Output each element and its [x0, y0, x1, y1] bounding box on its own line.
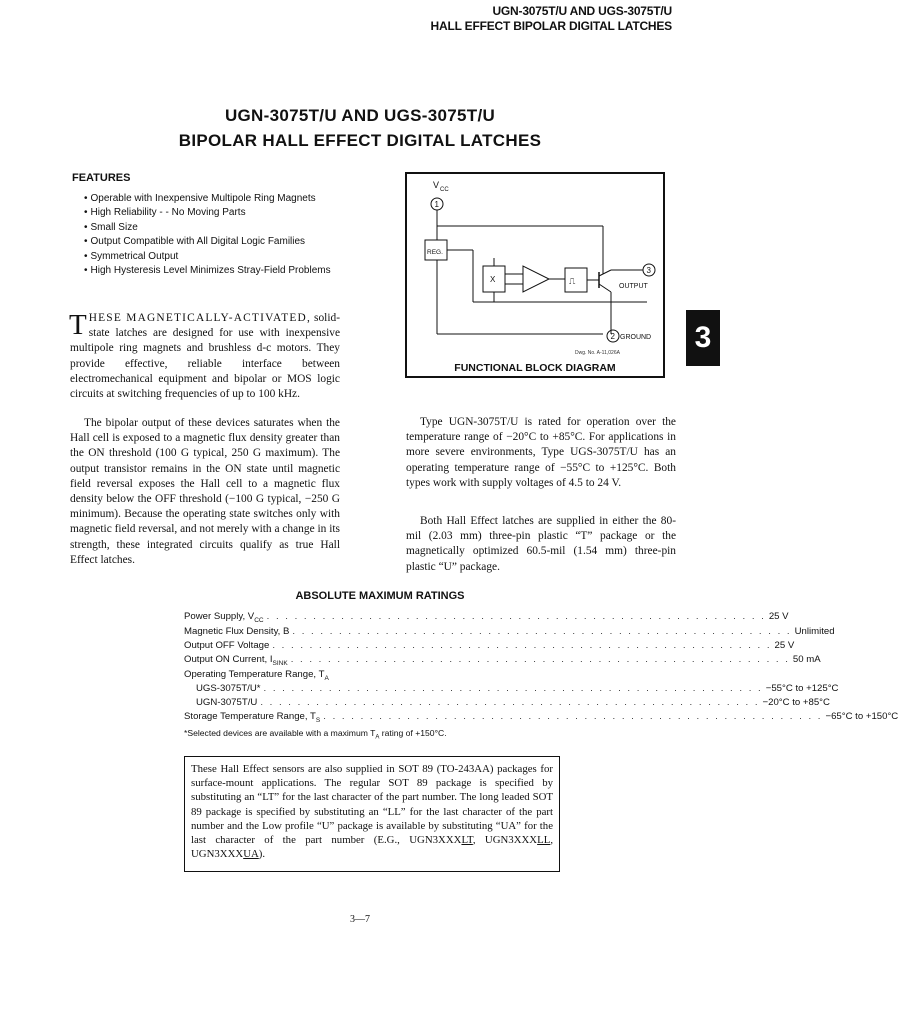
amplifier [523, 266, 549, 292]
drawing-number: Dwg. No. A-11,026A [575, 350, 620, 356]
pin3-number: 3 [646, 266, 651, 275]
header-line2: HALL EFFECT BIPOLAR DIGITAL LATCHES [430, 19, 672, 33]
rating-label: Magnetic Flux Density, B [184, 626, 290, 637]
rating-row: Power Supply, $V_{CC}$ . . . . . . . . . . . . . . . . . . . . . . . . . . . . . . . . . . . . . . . . . . . . . . . . . . . . . . 25 V [184, 610, 570, 627]
pin1-number: 1 [434, 200, 439, 209]
vcc-label: V [433, 180, 440, 190]
rating-row: Output OFF Voltage . . . . . . . . . . . . . . . . . . . . . . . . . . . . . . . . . . . . . . . . . . . . . . . . . . . . . . 25 V [184, 640, 795, 651]
drop-cap: T [69, 309, 87, 341]
feature-item: • High Reliability - - No Moving Parts [84, 206, 331, 220]
feature-item: • Small Size [84, 221, 331, 235]
block-diagram-svg [407, 174, 663, 376]
rating-value: Unlimited [794, 626, 835, 637]
rating-label: UGS-3075T/U* [196, 683, 261, 694]
note-example-lt: LT [461, 834, 473, 847]
intro-paragraph [70, 311, 340, 402]
rating-sub: S [315, 716, 321, 724]
feature-item: • Output Compatible with All Digital Logic Families [84, 235, 331, 249]
rating-label: Output OFF Voltage [184, 640, 270, 651]
temperature-paragraph: Type UGN-3075T/U is rated for operation over the temperature range of −20°C to +85°C. For applications in more severe environments, Type UGS-3075T/U has an operating temperature range of −55°C to +125°C. Both types work with supply voltages of 4.5 to 24 V. [406, 416, 676, 489]
page-title-line1: UGN-3075T/U AND UGS-3075T/U [224, 106, 496, 125]
footnote-text: *Selected devices are available with a maximum T [184, 728, 376, 738]
feature-item: • Symmetrical Output [84, 250, 331, 264]
rating-sub: SINK [272, 659, 288, 667]
rating-sub: CC [254, 616, 264, 624]
rating-row: UGS-3075T/U* . . . . . . . . . . . . . . . . . . . . . . . . . . . . . . . . . . . . . . . . . . . . . . . . . . . . . . −55°C to +125°C [196, 683, 839, 694]
note-example-ua: UA [243, 848, 259, 861]
rating-value: 50 mA [792, 654, 821, 665]
op-temp-sub: A [324, 674, 329, 682]
hall-output-paragraph: The bipolar output of these devices saturates when the Hall cell is exposed to a magnetic flux density greater than the ON threshold (100 G typical, 250 G maximum). The output transistor remains in the ON state until magnetic field reversal exposes the Hall cell to a magnetic flux density below the OFF threshold (−100 G typical, −250 G minimum). Because the operating state switches only with magnetic field reversal, and not merely with a change in its strength, these integrated circuits qualify as true Hall Effect latches. [70, 417, 340, 566]
note-example-close: ). [258, 848, 266, 861]
package-paragraph: Both Hall Effect latches are supplied in either the 80-mil (2.03 mm) three-pin plastic “T” package or the magnetically optimized 60.5-mil (1.54 mm) three-pin plastic “U” package. [406, 515, 676, 573]
svg-text:⎍: ⎍ [569, 276, 576, 286]
footnote-sub: A [375, 734, 380, 741]
pin2-number: 2 [610, 332, 615, 341]
ratings-footnote [184, 728, 447, 741]
rating-row: Storage Temperature Range, $T_S$ . . . . . . . . . . . . . . . . . . . . . . . . . . . . . . . . . . . . . . . . . . . . . . . . . . . . . . −65°C to +150°C [184, 710, 570, 727]
rating-value: −65°C to +150°C [825, 711, 898, 722]
intro-text: solid-state latches are designed for use with inexpensive multipole ring magnets and brushless d-c motors. They provide effective, reliable interface between electromechanical equipment and bipolar or MOS logic circuits at switching frequencies of up to 100 kHz. [70, 312, 340, 401]
features-heading: FEATURES [72, 172, 131, 184]
note-example-ll: LL [537, 834, 551, 847]
feature-item: • Operable with Inexpensive Multipole Ring Magnets [84, 192, 331, 206]
output-label: OUTPUT [619, 283, 648, 290]
note-example-sep1: , UGN3XXX [472, 834, 538, 847]
svg-text:X: X [490, 275, 496, 284]
ratings-title: ABSOLUTE MAXIMUM RATINGS [295, 590, 465, 602]
page-title-line2: BIPOLAR HALL EFFECT DIGITAL LATCHES [178, 131, 542, 150]
footnote-tail: rating of +150°C. [379, 728, 447, 738]
rating-value: 25 V [768, 611, 789, 622]
rating-label: UGN-3075T/U [196, 697, 258, 708]
rating-value: −55°C to +125°C [765, 683, 839, 694]
vcc-sub: CC [440, 187, 449, 193]
features-list [84, 192, 331, 278]
note-text: These Hall Effect sensors are also supplied in SOT 89 (TO-243AA) packages for surface-mount applications. The regular SOT 89 package is specified by substituting an “LT” for the last character of the part number. The long leaded SOT 89 package is specified by substituting an “LL” for the last character of the part number and the Low profile “U” package is available by substituting “UA” for the last character of the part number [191, 763, 553, 847]
page-number: 3—7 [350, 914, 370, 925]
rating-row: Output ON Current, $I_{SINK}$ . . . . . . . . . . . . . . . . . . . . . . . . . . . . . . . . . . . . . . . . . . . . . . . . . . . . . . 50 mA [184, 653, 570, 670]
rating-label: Output ON Current, I [184, 654, 273, 665]
regulator-label: REG. [427, 249, 443, 256]
diagram-caption: FUNCTIONAL BLOCK DIAGRAM [454, 362, 616, 374]
functional-block-diagram [405, 172, 665, 378]
rating-label: Power Supply, V [184, 611, 255, 622]
rating-row: Magnetic Flux Density, B . . . . . . . . . . . . . . . . . . . . . . . . . . . . . . . . . . . . . . . . . . . . . . . . . . . . . . Unlimited [184, 626, 835, 637]
note-example-open: (E.G., UGN3XXX [373, 834, 462, 847]
ground-label: GROUND [620, 334, 652, 341]
rating-value: −20°C to +85°C [762, 697, 830, 708]
op-temp-label: Operating Temperature Range, T [184, 669, 325, 680]
rating-value: 25 V [774, 640, 795, 651]
rating-label: Storage Temperature Range, T [184, 711, 316, 722]
header-line1: UGN-3075T/U AND UGS-3075T/U [492, 4, 672, 18]
intro-lead: HESE MAGNETICALLY-ACTIVATED, [88, 312, 311, 324]
feature-item: • High Hysteresis Level Minimizes Stray-Field Problems [84, 264, 331, 278]
running-header [431, 4, 672, 34]
note-example-sep2: , UGN3XXX [191, 834, 554, 861]
rating-row: UGN-3075T/U . . . . . . . . . . . . . . . . . . . . . . . . . . . . . . . . . . . . . . . . . . . . . . . . . . . . . . −20°C to +85°C [196, 697, 830, 708]
section-tab: 3 [686, 310, 720, 366]
sot89-note-box [184, 756, 560, 872]
